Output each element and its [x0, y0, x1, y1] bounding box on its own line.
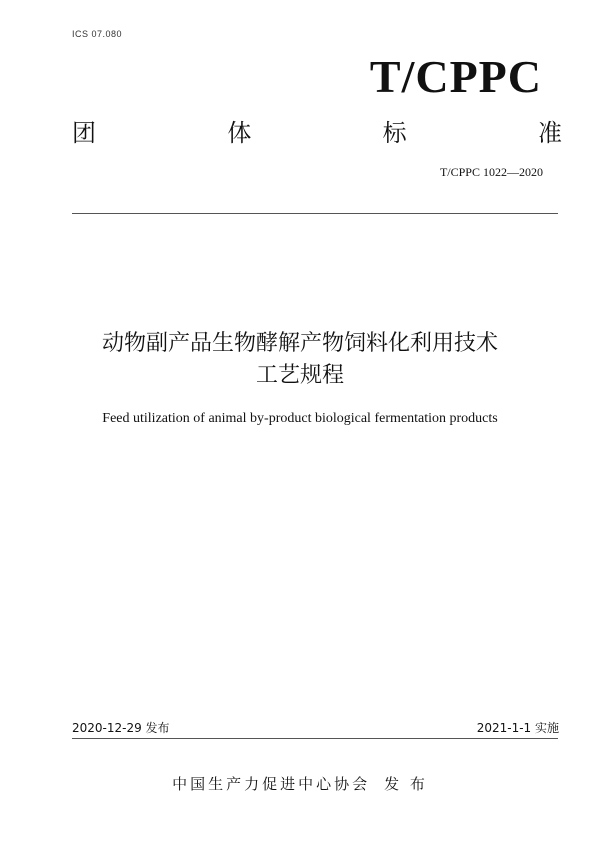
implement-date: 2021-1-1 实施	[476, 721, 559, 735]
issuer-line	[0, 773, 600, 794]
document-title-zh	[40, 328, 560, 392]
header-divider	[72, 213, 558, 214]
title-zh-line-2: 工艺规程	[255, 363, 344, 388]
category-char: 团	[72, 119, 96, 147]
category-char: 标	[382, 119, 407, 147]
category-char: 准	[537, 119, 562, 147]
issuer-name: 中国生产力促进中心协会	[172, 775, 371, 793]
issue-word: 发 布	[384, 775, 428, 793]
ics-code: ICS 07.080	[72, 29, 123, 39]
document-title-en: Feed utilization of animal by-product biological fermentation products	[102, 411, 498, 426]
standard-category	[72, 113, 562, 148]
title-zh-line-1: 动物副产品生物酵解产物饲料化利用技术	[101, 331, 498, 356]
footer-divider	[72, 738, 558, 739]
standard-number: T/CPPC 1022—2020	[439, 165, 543, 179]
category-char: 体	[227, 119, 252, 147]
standard-brand: T/CPPC	[369, 51, 542, 102]
publish-date: 2020-12-29 发布	[72, 721, 170, 735]
